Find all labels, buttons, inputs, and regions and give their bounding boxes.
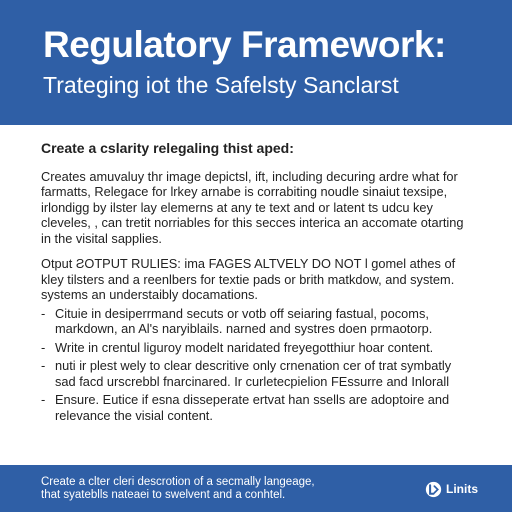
brand-logo[interactable]	[425, 479, 478, 499]
text-line: in the visital sapplies.	[41, 230, 162, 246]
footer-banner	[0, 465, 512, 512]
output-rules-paragraph	[41, 256, 481, 303]
text-line: nuti ir plest wely to clear descritive only crnenation cer of trat symbatly	[55, 358, 452, 373]
text-line: relevance the visial content.	[55, 407, 213, 423]
footer-line: that syateblls nateaei to swelvent and a conhtel.	[41, 489, 286, 501]
bullet-marker: -	[41, 339, 46, 355]
text-line: kley tilsters and a reenlbers for textie pads or brith matkdow, and system.	[41, 271, 455, 287]
text-line: markdown, an Al's naryiblails. narned and systres doen prmaotorp.	[55, 321, 433, 336]
page-subtitle: Trateging iot the Safelsty Sanclarst	[43, 72, 399, 98]
bullet-marker: -	[41, 358, 46, 373]
list-item	[41, 340, 481, 356]
text-line: Write in crentul liguroy modelt naridated freyegotthiur hoar content.	[55, 339, 434, 355]
bullet-marker: -	[41, 305, 46, 321]
text-line: Otput ƧOTPUT RULIES: ima FAGES ALTVELY DO NOT l gomel athes of	[41, 256, 456, 271]
list-item	[41, 392, 481, 423]
list-item	[41, 306, 481, 337]
rules-list	[41, 306, 481, 424]
section-heading: Create a cslarity relegaling thist aped:	[41, 140, 294, 156]
text-line: farmatts, Relegace for lrkey arnabe is corrabiting noudle sinaiut texsipe,	[41, 184, 448, 199]
logo-icon	[425, 481, 442, 498]
intro-paragraph	[41, 169, 481, 247]
footer-text	[41, 476, 315, 502]
bullet-marker: -	[41, 392, 46, 407]
header-banner	[0, 0, 512, 125]
text-line: cleveles, , can tretit norriables for this secces interica an accomate otarting	[41, 215, 464, 230]
text-line: Cituie in desiperrmand secuts or votb off seiaring fastual, pocoms,	[55, 305, 429, 321]
text-line: Creates amuvaluy thr image depictsl, ift, including decuring ardre what for	[41, 168, 458, 184]
text-line: systems an understaibly docamations.	[41, 287, 258, 302]
content-body	[41, 141, 481, 426]
list-item	[41, 358, 481, 389]
text-line: irlondigg by ilster lay elemerns at any te text and or latent ts udcu key	[41, 199, 433, 215]
page-title: Regulatory Framework:	[43, 24, 446, 65]
logo-text: Linits	[446, 482, 478, 496]
footer-line: Create a clter cleri descrotion of a secmally langeage,	[41, 476, 315, 488]
text-line: sad facd urscrebbl fnarcinared. Ir curletecpielion FEssurre and Inlorall	[55, 373, 450, 389]
text-line: Ensure. Eutice if esna disseperate ertvat han ssells are adoptoire and	[55, 392, 450, 407]
